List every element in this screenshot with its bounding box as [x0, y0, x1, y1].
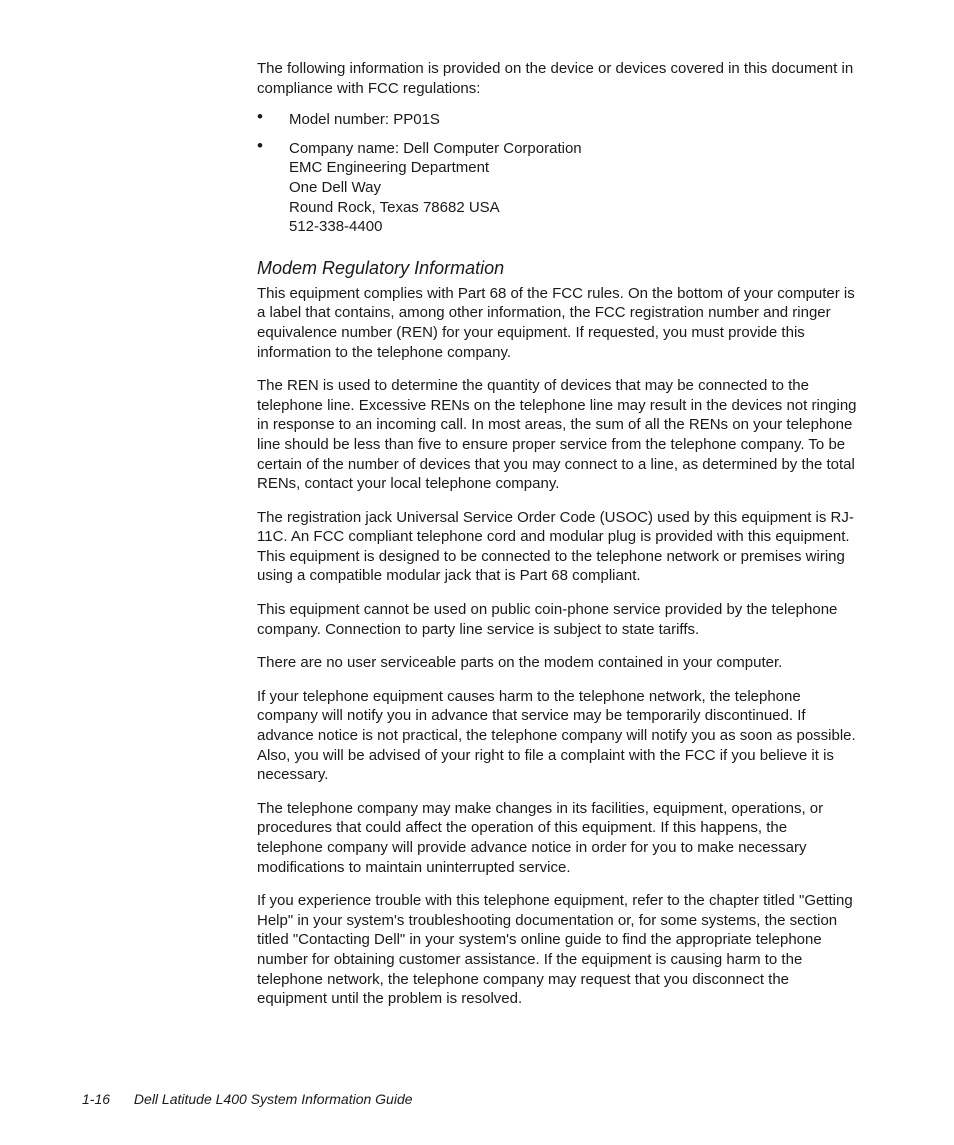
- guide-title: Dell Latitude L400 System Information Guide: [133, 1091, 413, 1107]
- paragraph-no-serviceable-parts: There are no user serviceable parts on the modem contained in your computer.: [257, 654, 783, 672]
- page-content: [257, 59, 857, 1023]
- paragraph-ren: The REN is used to determine the quantity of devices that may be connected to the telephone line. Excessive RENs on the telephone line may result in the devices not ringing in response to an incoming call. In most areas, the sum of all the RENs on your telephone line should be less than five to ensure proper service from the telephone company. To be certain of the number of devices that you may connect to a line, as determined by the total RENs, contact your local telephone company.: [257, 377, 857, 493]
- section-heading: Modem Regulatory Information: [257, 257, 505, 278]
- model-number: Model number: PP01S: [289, 111, 440, 129]
- list-item-company: [257, 135, 857, 237]
- paragraph-coin-phone: This equipment cannot be used on public coin-phone service provided by the telephone company. Connection to party line service is subject to state tariffs.: [257, 601, 838, 638]
- paragraph-trouble: If you experience trouble with this telephone equipment, refer to the chapter titled "Getting Help" in your system's troubleshooting documentation or, for some systems, the section titled "Contacting Dell" in your system's online guide to find the appropriate telephone number for obtaining customer assistance. If the equipment is causing harm to the telephone network, the telephone company may request that you disconnect the equipment until the problem is resolved.: [257, 892, 853, 1008]
- company-department: EMC Engineering Department: [289, 159, 490, 177]
- bullet-icon: •: [257, 107, 263, 127]
- bullet-icon: •: [257, 135, 263, 155]
- paragraph-usoc: The registration jack Universal Service Order Code (USOC) used by this equipment is RJ-11C. An FCC compliant telephone cord and modular plug is provided with this equipment. This equipment is designed to be connected to the telephone network or premises wiring using a compatible modular jack that is Part 68 compliant.: [257, 508, 854, 585]
- paragraph-harm: If your telephone equipment causes harm to the telephone network, the telephone company will notify you in advance that service may be temporarily discontinued. If advance notice is not practical, the telephone company will notify you as soon as possible. Also, you will be advised of your right to file a complaint with the FCC if you believe it is necessary.: [257, 687, 856, 784]
- paragraph-part68: This equipment complies with Part 68 of the FCC rules. On the bottom of your computer is a label that contains, among other information, the FCC registration number and ringer equivalence number (REN) for your equipment. If requested, you must provide this information to the telephone company.: [257, 284, 855, 361]
- company-street: One Dell Way: [289, 178, 381, 196]
- intro-paragraph: The following information is provided on the device or devices covered in this document in compliance with FCC regulations:: [257, 60, 854, 97]
- company-name: Company name: Dell Computer Corporation: [289, 139, 582, 157]
- fcc-info-list: [257, 107, 857, 237]
- page-footer: [82, 1091, 413, 1107]
- company-city: Round Rock, Texas 78682 USA: [289, 198, 500, 216]
- company-phone: 512-338-4400: [289, 218, 383, 236]
- paragraph-changes: The telephone company may make changes in its facilities, equipment, operations, or procedures that could affect the operation of this equipment. If this happens, the telephone company will provide advance notice in order for you to make necessary modifications to maintain uninterrupted service.: [257, 799, 824, 876]
- list-item-model: [257, 107, 857, 130]
- page-number: 1-16: [82, 1091, 111, 1107]
